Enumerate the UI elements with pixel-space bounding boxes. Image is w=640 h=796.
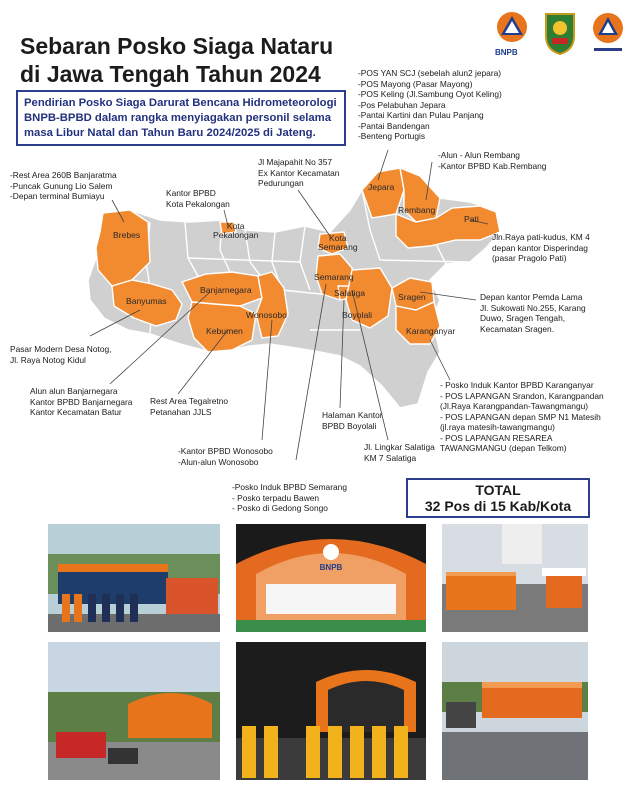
label-kebumen: Rest Area Tegalretno Petanahan JJLS: [150, 396, 229, 417]
photo-tent-rain: [442, 642, 588, 780]
region-label-banjarnegara: Banjarnegara: [200, 285, 252, 295]
label-kota-semarang: Jl Majapahit No 357 Ex Kantor Kecamatan Pedurungan: [258, 157, 340, 188]
region-label-salatiga: Salatiga: [334, 288, 366, 298]
label-salatiga: Jl. Lingkar Salatiga KM 7 Salatiga: [364, 442, 435, 463]
region-label-karanganyar: Karanganyar: [406, 326, 456, 336]
region-label-kota-semarang: Kota Semarang: [318, 233, 358, 252]
bnpb-text: BNPB: [495, 48, 518, 57]
photo-grid: [48, 524, 588, 780]
region-label-kebumen: Kebumen: [206, 326, 243, 336]
label-brebes: -Rest Area 260B Banjaratma -Puncak Gunung Lio Salem -Depan terminal Bumiayu: [10, 170, 117, 201]
title-line-2: di Jawa Tengah Tahun 2024: [20, 61, 321, 87]
label-rembang: -Alun - Alun Rembang -Kantor BPBD Kab.Rembang: [438, 150, 547, 171]
photo-tent-interior: [236, 524, 426, 632]
label-pekalongan: Kantor BPBD Kota Pekalongan: [166, 188, 230, 209]
tent-bnpb-text: BNPB: [319, 563, 343, 572]
total-value: 32 Pos di 15 Kab/Kota: [424, 498, 572, 514]
photo-tents-field: [442, 524, 588, 632]
label-karanganyar: - Posko Induk Kantor BPBD Karanganyar - POS LAPANGAN Srandon, Karangpandan (Jl.Raya Karangpandan-Tawangmangu) - POS LAPANGAN depan SMP N1 Matesih (jl.raya matesih-tawangmangu) - POS LAPANGAN RESAREA TAWANGMANGU (depan Telkom): [440, 380, 604, 453]
label-banjarnegara: Alun alun Banjarnegara Kantor BPBD Banjarnegara Kantor Kecamatan Batur: [30, 386, 133, 417]
region-label-sragen: Sragen: [398, 292, 426, 302]
region-label-jepara: Jepara: [368, 182, 395, 192]
label-semarang: -Posko Induk BPBD Semarang - Posko terpadu Bawen - Posko di Gedong Songo: [232, 482, 347, 513]
label-sragen: Depan kantor Pemda Lama Jl. Sukowati No.255, Karang Duwo, Sragen Tengah, Kecamatan Sragen.: [480, 292, 586, 334]
total-label: TOTAL: [475, 482, 521, 498]
label-boyolali: Halaman Kantor BPBD Boyolali: [322, 410, 383, 431]
region-label-banyumas: Banyumas: [126, 296, 167, 306]
photo-team-night: [236, 642, 426, 780]
region-label-boyolali: Boyolali: [342, 310, 373, 320]
intro-line-2: BNPB-BPBD dalam rangka menyiagakan personil selama: [24, 112, 332, 124]
photo-posko-outdoor-team: [48, 524, 220, 632]
intro-line-1: Pendirian Posko Siaga Darurat Bencana Hidrometeorologi: [24, 97, 337, 109]
label-banyumas: Pasar Modern Desa Notog, Jl. Raya Notog Kidul: [10, 344, 112, 365]
region-label-pati: Pati: [464, 214, 479, 224]
region-label-semarang: Semarang: [314, 272, 354, 282]
photo-tent-roadside: [48, 642, 220, 780]
region-label-brebes: Brebes: [113, 230, 141, 240]
label-wonosobo: -Kantor BPBD Wonosobo -Alun-alun Wonosobo: [178, 446, 273, 467]
title-line-1: Sebaran Posko Siaga Nataru: [20, 33, 334, 59]
total-box: [406, 478, 590, 518]
region-label-kota-pekalongan: Kota Pekalongan: [213, 221, 259, 240]
region-label-rembang: Rembang: [398, 205, 436, 215]
region-label-wonosobo: Wonosobo: [246, 310, 287, 320]
intro-line-3: masa Libur Natal dan Tahun Baru 2024/2025 di Jateng.: [24, 127, 316, 139]
label-jepara: -POS YAN SCJ (sebelah alun2 jepara) -POS Mayong (Pasar Mayong) -POS Keling (Jl.Sambung Oyot Keling) -Pos Pelabuhan Jepara -Pantai Kartini dan Pulau Panjang -Pantai Bandengan -Benteng Portugis: [358, 68, 502, 141]
label-pati: Jln.Raya pati-kudus, KM 4 depan kantor Disperindag (pasar Pragolo Pati): [492, 232, 590, 263]
